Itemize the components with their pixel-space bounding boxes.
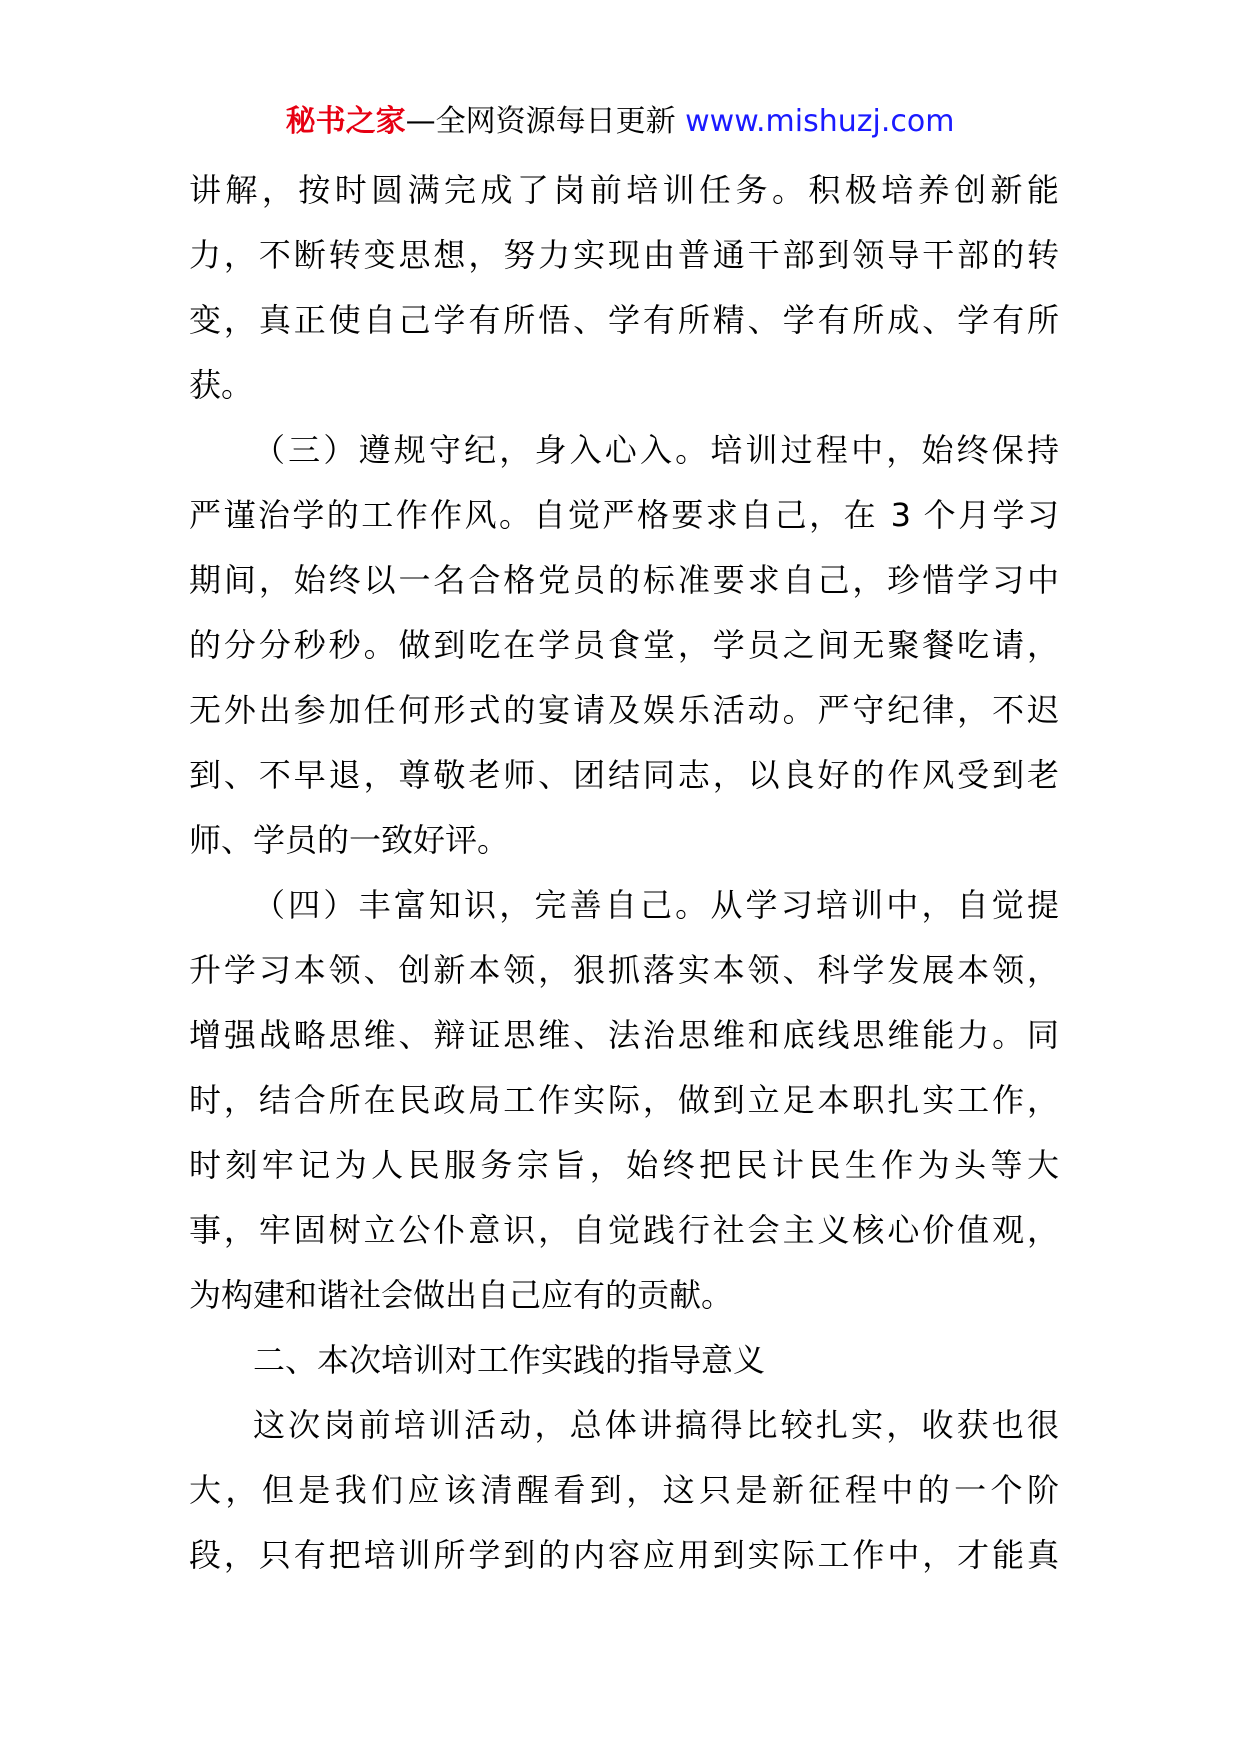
text-line: 力，不断转变思想，努力实现由普通干部到领导干部的转	[189, 236, 1059, 274]
text-line: 到、不早退，尊敬老师、团结同志，以良好的作风受到老	[189, 756, 1059, 794]
text-line: 大，但是我们应该清醒看到，这只是新征程中的一个阶	[189, 1471, 1059, 1509]
text-line: 无外出参加任何形式的宴请及娱乐活动。严守纪律，不迟	[189, 691, 1059, 729]
paragraph-heading-3: （三）遵规守纪，身入心入。培训过程中，始终保持	[253, 431, 1059, 469]
header-tagline: —全网资源每日更新	[405, 104, 676, 139]
text-line: 增强战略思维、辩证思维、法治思维和底线思维能力。同	[189, 1016, 1059, 1054]
text-line: 这次岗前培训活动，总体讲搞得比较扎实，收获也很	[253, 1406, 1059, 1444]
text-line: 的分分秒秒。做到吃在学员食堂，学员之间无聚餐吃请，	[189, 626, 1059, 664]
text-line: 师、学员的一致好评。	[189, 821, 510, 859]
brand-name: 秘书之家	[285, 104, 406, 139]
document-body	[189, 158, 1059, 1588]
page-header	[0, 98, 1240, 146]
text-line: 事，牢固树立公仆意识，自觉践行社会主义核心价值观，	[189, 1211, 1059, 1249]
text-line: 为构建和谐社会做出自己应有的贡献。	[189, 1276, 734, 1314]
paragraph-heading-4: （四）丰富知识，完善自己。从学习培训中，自觉提	[253, 886, 1059, 924]
text-line: 讲解，按时圆满完成了岗前培训任务。积极培养创新能	[189, 171, 1059, 209]
text-line: 时刻牢记为人民服务宗旨，始终把民计民生作为头等大	[189, 1146, 1059, 1184]
text-line: 严谨治学的工作作风。自觉严格要求自己，在 3 个月学习	[189, 496, 1059, 534]
text-line: 段，只有把培训所学到的内容应用到实际工作中，才能真	[189, 1536, 1059, 1574]
website-link[interactable]: www.mishuzj.com	[685, 104, 955, 139]
text-line: 获。	[189, 366, 254, 404]
section-heading: 二、本次培训对工作实践的指导意义	[253, 1341, 766, 1379]
text-line: 期间，始终以一名合格党员的标准要求自己，珍惜学习中	[189, 561, 1059, 599]
text-line: 变，真正使自己学有所悟、学有所精、学有所成、学有所	[189, 301, 1059, 339]
text-line: 时，结合所在民政局工作实际，做到立足本职扎实工作，	[189, 1081, 1059, 1119]
text-line: 升学习本领、创新本领，狠抓落实本领、科学发展本领，	[189, 951, 1059, 989]
